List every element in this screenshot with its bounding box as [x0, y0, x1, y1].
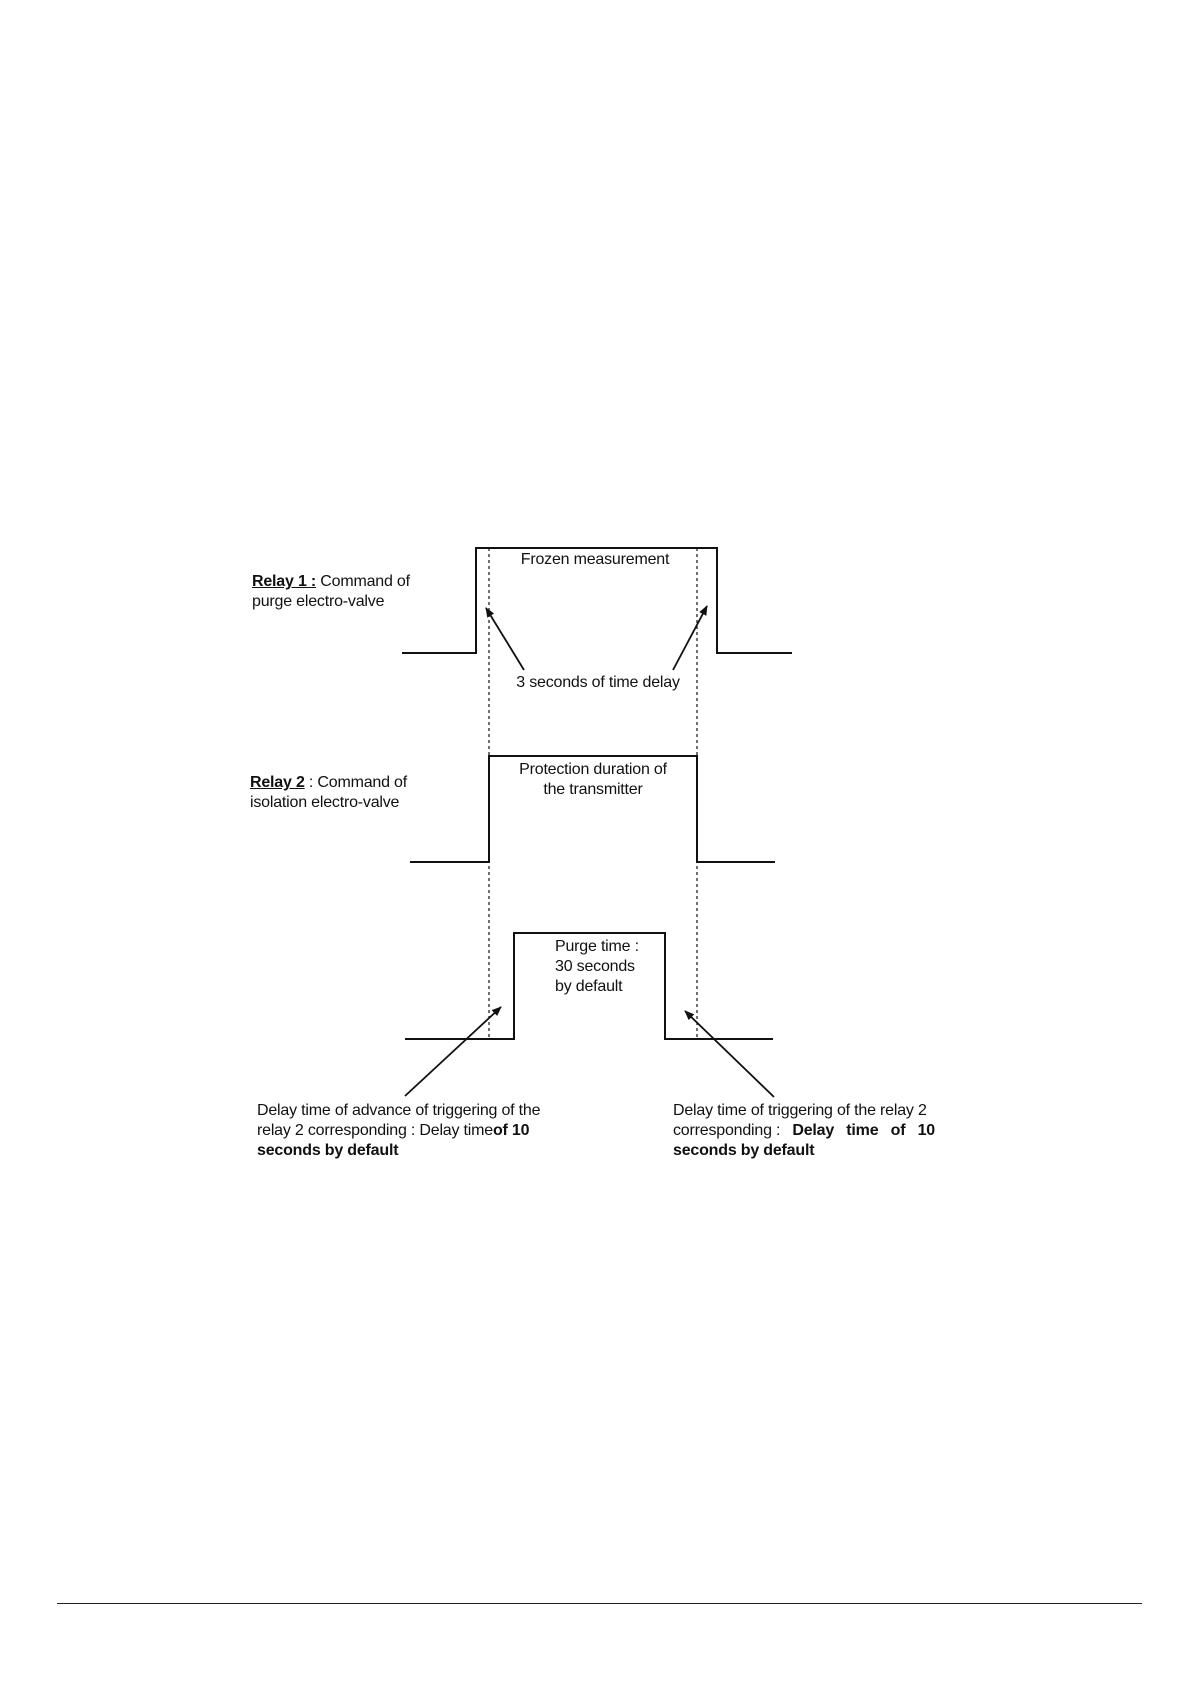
relay1-name: Relay 1 : [252, 573, 317, 590]
protection-duration-label [500, 760, 686, 800]
relay1-label [252, 572, 422, 612]
relay2-label [250, 773, 420, 813]
purge-time-line3: by default [555, 978, 623, 995]
purge-time-line1: Purge time : [555, 938, 639, 955]
relay2-description-line2: isolation electro-valve [250, 794, 400, 811]
trigger-delay-note-line2: corresponding : [673, 1122, 781, 1139]
trigger-delay-note-line1: Delay time of triggering of the relay 2 [673, 1102, 927, 1119]
delay-arrow-left [486, 608, 524, 670]
advance-delay-note-line2: relay 2 corresponding : Delay time [257, 1122, 493, 1139]
trigger-delay-note-line3: seconds by default [673, 1142, 815, 1159]
trigger-delay-arrow [685, 1011, 774, 1097]
relay2-description-line1: Command of [317, 774, 407, 791]
footer-divider [57, 1603, 1142, 1604]
delay-arrow-right [673, 606, 707, 670]
relay1-description-line2: purge electro-valve [252, 593, 385, 610]
advance-delay-note-line1: Delay time of advance of triggering of the [257, 1102, 541, 1119]
protection-duration-line1: Protection duration of [519, 761, 667, 778]
purge-time-line2: 30 seconds [555, 958, 635, 975]
trigger-delay-note-line2-bold: Delay time of 10 [792, 1122, 935, 1139]
purge-time-label [555, 937, 665, 997]
advance-delay-note-line2-bold: of 10 [492, 1122, 530, 1139]
relay2-name-suffix: : [304, 774, 314, 791]
trigger-delay-note [673, 1101, 935, 1161]
relay2-name: Relay 2 [250, 774, 305, 791]
relay1-description-line1: Command of [320, 573, 410, 590]
advance-delay-note [257, 1101, 557, 1161]
advance-delay-note-line3: seconds by default [257, 1142, 399, 1159]
time-delay-label: 3 seconds of time delay [516, 674, 680, 691]
advance-delay-arrow [405, 1007, 501, 1096]
frozen-measurement-label: Frozen measurement [520, 551, 670, 568]
protection-duration-line2: the transmitter [543, 781, 643, 798]
